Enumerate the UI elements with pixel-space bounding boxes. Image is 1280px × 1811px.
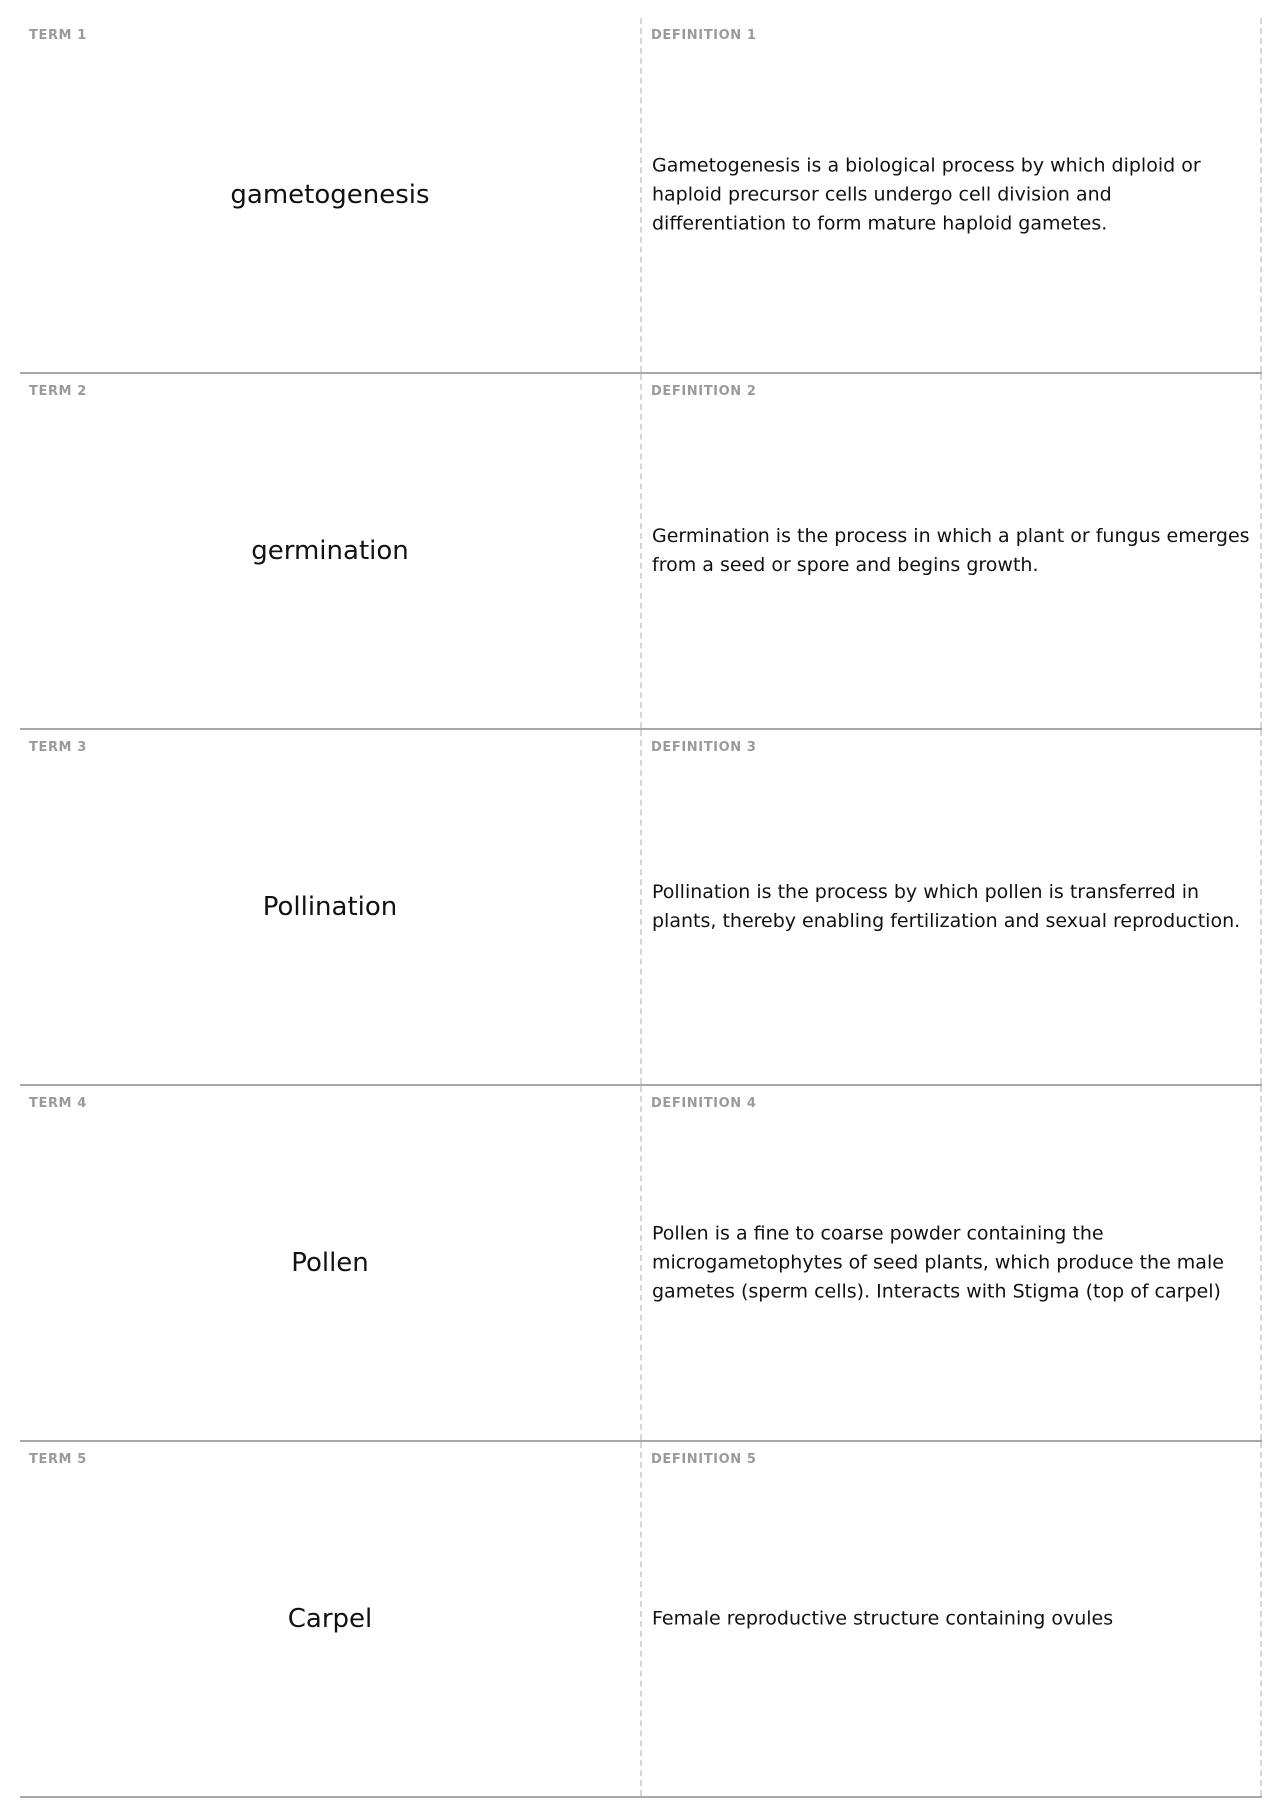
term-text: germination bbox=[251, 536, 409, 566]
term-cell bbox=[20, 730, 642, 1084]
flashcard-sheet bbox=[20, 18, 1262, 1798]
definition-label: DEFINITION 3 bbox=[651, 740, 757, 755]
term-label: TERM 3 bbox=[29, 740, 87, 755]
term-cell bbox=[20, 1086, 642, 1440]
definition-label: DEFINITION 1 bbox=[651, 28, 757, 43]
definition-cell bbox=[642, 1442, 1262, 1796]
flashcard-row bbox=[20, 1086, 1262, 1442]
definition-cell bbox=[642, 1086, 1262, 1440]
flashcard-row bbox=[20, 18, 1262, 374]
term-label: TERM 1 bbox=[29, 28, 87, 43]
flashcard-row bbox=[20, 730, 1262, 1086]
definition-label: DEFINITION 4 bbox=[651, 1096, 757, 1111]
definition-cell bbox=[642, 18, 1262, 372]
term-label: TERM 5 bbox=[29, 1452, 87, 1467]
definition-cell bbox=[642, 730, 1262, 1084]
definition-text: Pollen is a fine to coarse powder containing the microgametophytes of seed plants, which produce the male gametes (sperm cells). Interacts with Stigma (top of carpel) bbox=[652, 1222, 1224, 1303]
term-text: Pollen bbox=[291, 1248, 369, 1278]
term-text: gametogenesis bbox=[230, 180, 430, 210]
term-text: Pollination bbox=[262, 892, 398, 922]
term-text: Carpel bbox=[287, 1604, 373, 1634]
term-label: TERM 4 bbox=[29, 1096, 87, 1111]
term-cell bbox=[20, 18, 642, 372]
flashcard-row bbox=[20, 1442, 1262, 1798]
definition-text: Female reproductive structure containing ovules bbox=[652, 1607, 1114, 1630]
definition-label: DEFINITION 2 bbox=[651, 384, 757, 399]
definition-label: DEFINITION 5 bbox=[651, 1452, 757, 1467]
definition-text: Germination is the process in which a plant or fungus emerges from a seed or spore and begins growth. bbox=[652, 525, 1250, 576]
term-cell bbox=[20, 374, 642, 728]
term-cell bbox=[20, 1442, 642, 1796]
definition-text: Pollination is the process by which pollen is transferred in plants, thereby enabling fertilization and sexual reproduction. bbox=[652, 881, 1241, 932]
flashcard-row bbox=[20, 374, 1262, 730]
term-label: TERM 2 bbox=[29, 384, 87, 399]
definition-cell bbox=[642, 374, 1262, 728]
definition-text: Gametogenesis is a biological process by which diploid or haploid precursor cells undergo cell division and differentiation to form mature haploid gametes. bbox=[652, 154, 1201, 235]
